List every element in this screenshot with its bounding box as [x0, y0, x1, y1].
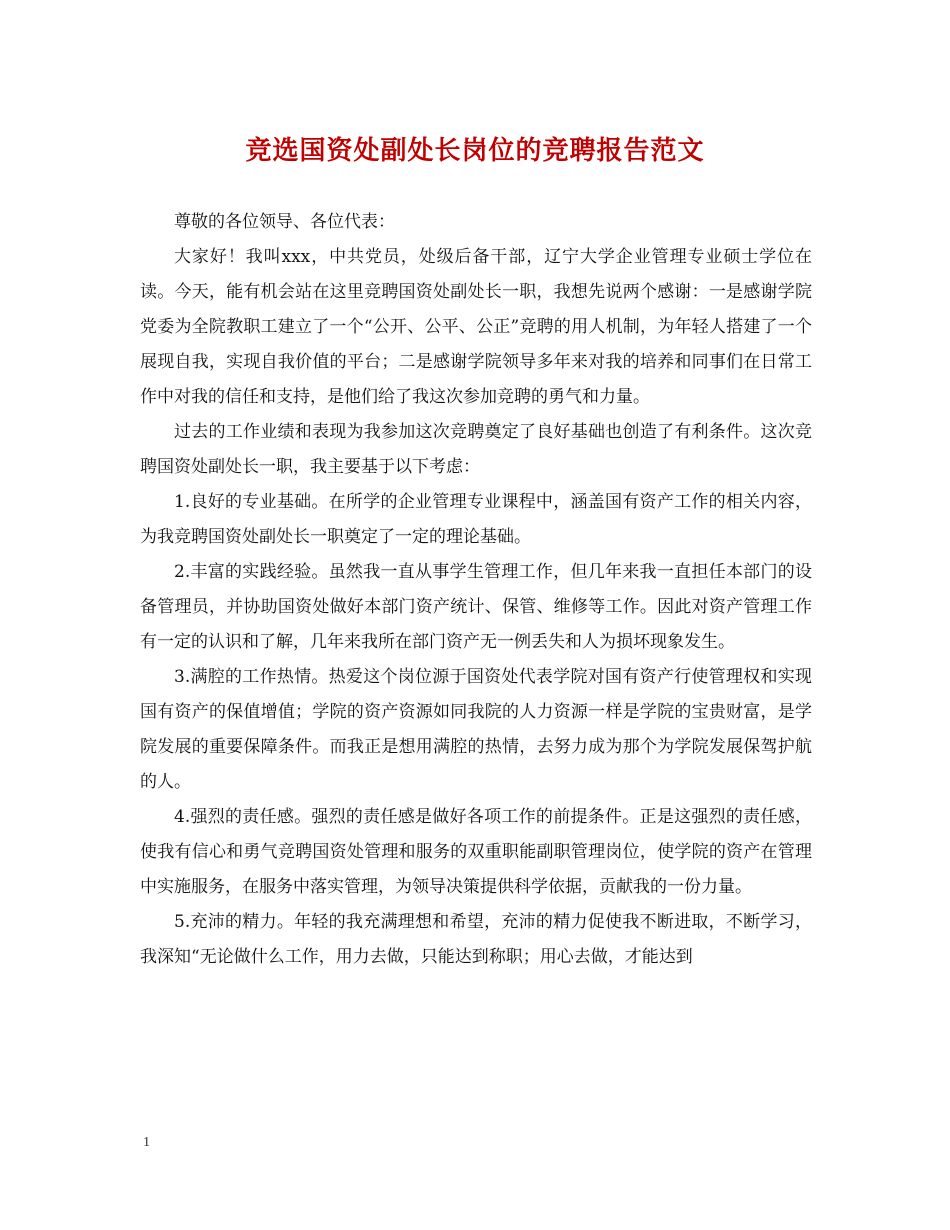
document-body: [140, 205, 812, 975]
page-number: 1: [143, 1135, 150, 1150]
reason-4-paragraph: 4.强烈的责任感。强烈的责任感是做好各项工作的前提条件。正是这强烈的责任感，使我有信心和勇气竞聘国资处管理和服务的双重职能副职管理岗位，使学院的资产在管理中实施服务，在服务中落实管理，为领导决策提供科学依据，贡献我的一份力量。: [140, 807, 812, 897]
reason-1-paragraph: 1.良好的专业基础。在所学的企业管理专业课程中，涵盖国有资产工作的相关内容，为我竞聘国资处副处长一职奠定了一定的理论基础。: [140, 492, 812, 547]
salutation-paragraph: 尊敬的各位领导、各位代表：: [174, 212, 395, 232]
reason-2-paragraph: 2.丰富的实践经验。虽然我一直从事学生管理工作，但几年来我一直担任本部门的设备管理员，并协助国资处做好本部门资产统计、保管、维修等工作。因此对资产管理工作有一定的认识和了解，几年来我所在部门资产无一例丢失和人为损坏现象发生。: [140, 562, 812, 652]
reason-3-paragraph: 3.满腔的工作热情。热爱这个岗位源于国资处代表学院对国有资产行使管理权和实现国有资产的保值增值；学院的资产资源如同我院的人力资源一样是学院的宝贵财富，是学院发展的重要保障条件。而我正是想用满腔的热情，去努力成为那个为学院发展保驾护航的人。: [140, 667, 812, 792]
reasons-intro-paragraph: 过去的工作业绩和表现为我参加这次竞聘奠定了良好基础也创造了有利条件。这次竞聘国资处副处长一职，我主要基于以下考虑：: [140, 422, 812, 477]
document-title: 竞选国资处副处长岗位的竞聘报告范文: [245, 136, 705, 166]
reason-5-paragraph: 5.充沛的精力。年轻的我充满理想和希望，充沛的精力促使我不断进取，不断学习，我深知“无论做什么工作，用力去做，只能达到称职；用心去做，才能达到: [140, 912, 812, 967]
intro-paragraph: 大家好！我叫xxx，中共党员，处级后备干部，辽宁大学企业管理专业硕士学位在读。今天，能有机会站在这里竞聘国资处副处长一职，我想先说两个感谢：一是感谢学院党委为全院教职工建立了一个“公开、公平、公正”竞聘的用人机制，为年轻人搭建了一个展现自我，实现自我价值的平台；二是感谢学院领导多年来对我的培养和同事们在日常工作中对我的信任和支持，是他们给了我这次参加竞聘的勇气和力量。: [140, 247, 812, 407]
